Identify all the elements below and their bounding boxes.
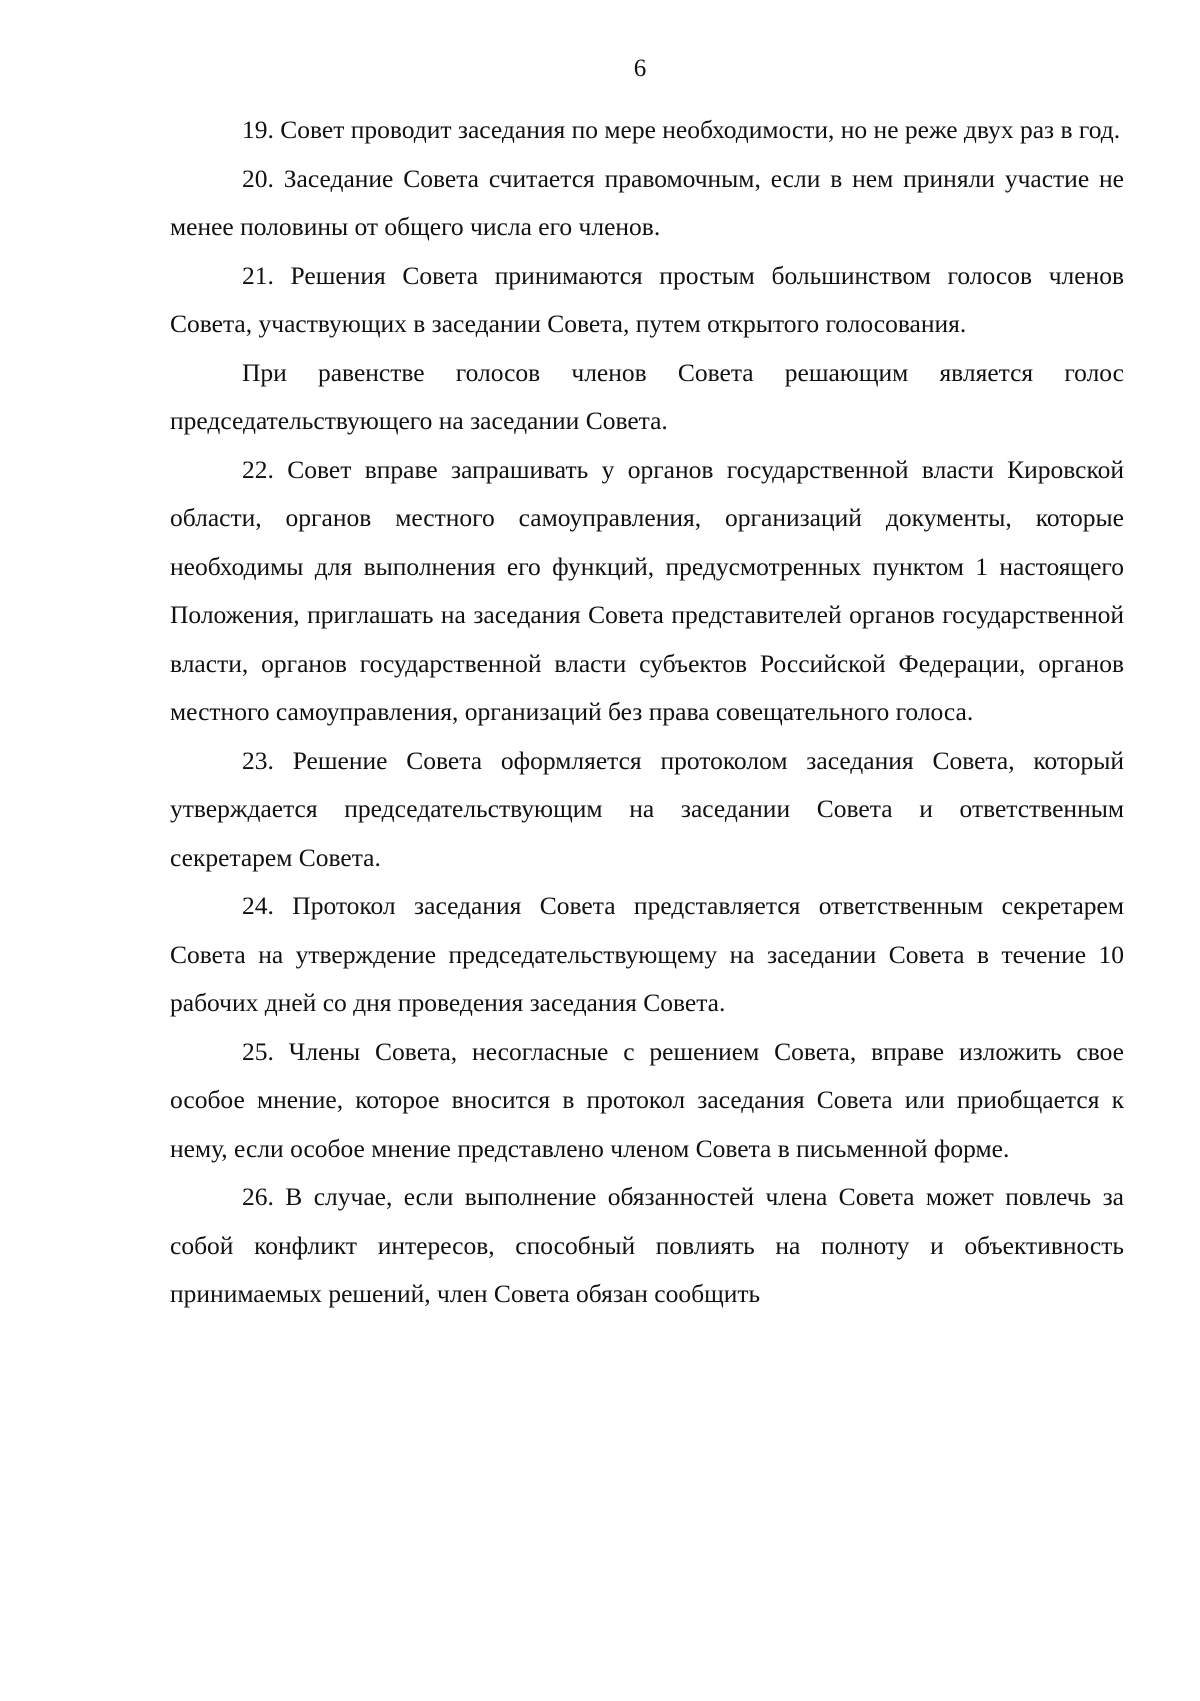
paragraph-25: 25. Члены Совета, несогласные с решением Совета, вправе изложить свое особое мнение, которое вносится в протокол заседания Совета или приобщается к нему, если особое мнение представлено членом Совета в письменной форме. [170,1036,1124,1163]
paragraph-24: 24. Протокол заседания Совета представляется ответственным секретарем Совета на утверждение председательствующему на заседании Совета в течение 10 рабочих дней со дня проведения заседания Совета. [170,891,1124,1017]
paragraph-26: 26. В случае, если выполнение обязанностей члена Совета может повлечь за собой конфликт интересов, способный повлиять на полноту и объективность принимаемых решений, член Совета обязан сообщить [170,1182,1124,1308]
paragraph-19: 19. Совет проводит заседания по мере необходимости, но не реже двух раз в год. [242,115,1121,144]
paragraph-20: 20. Заседание Совета считается правомочным, если в нем приняли участие не менее половины от общего числа его членов. [170,163,1124,241]
page-number: 6 [633,55,647,82]
paragraph-21-tie-vote: При равенстве голосов членов Совета решающим является голос председательствующего на заседании Совета. [170,357,1124,435]
paragraph-23: 23. Решение Совета оформляется протоколом заседания Совета, который утверждается председательствующим на заседании Совета и ответственным секретарем Совета. [170,745,1124,872]
document-body [170,106,1124,1319]
paragraph-21: 21. Решения Совета принимаются простым большинством голосов членов Совета, участвующих в заседании Совета, путем открытого голосования. [170,260,1124,338]
paragraph-22: 22. Совет вправе запрашивать у органов государственной власти Кировской области, органов местного самоуправления, организаций документы, которые необходимы для выполнения его функций, предусмотренных пунктом 1 настоящего Положения, приглашать на заседания Совета представителей органов государственной власти, органов государственной власти субъектов Российской Федерации, органов местного самоуправления, организаций без права совещательного голоса. [170,454,1124,726]
